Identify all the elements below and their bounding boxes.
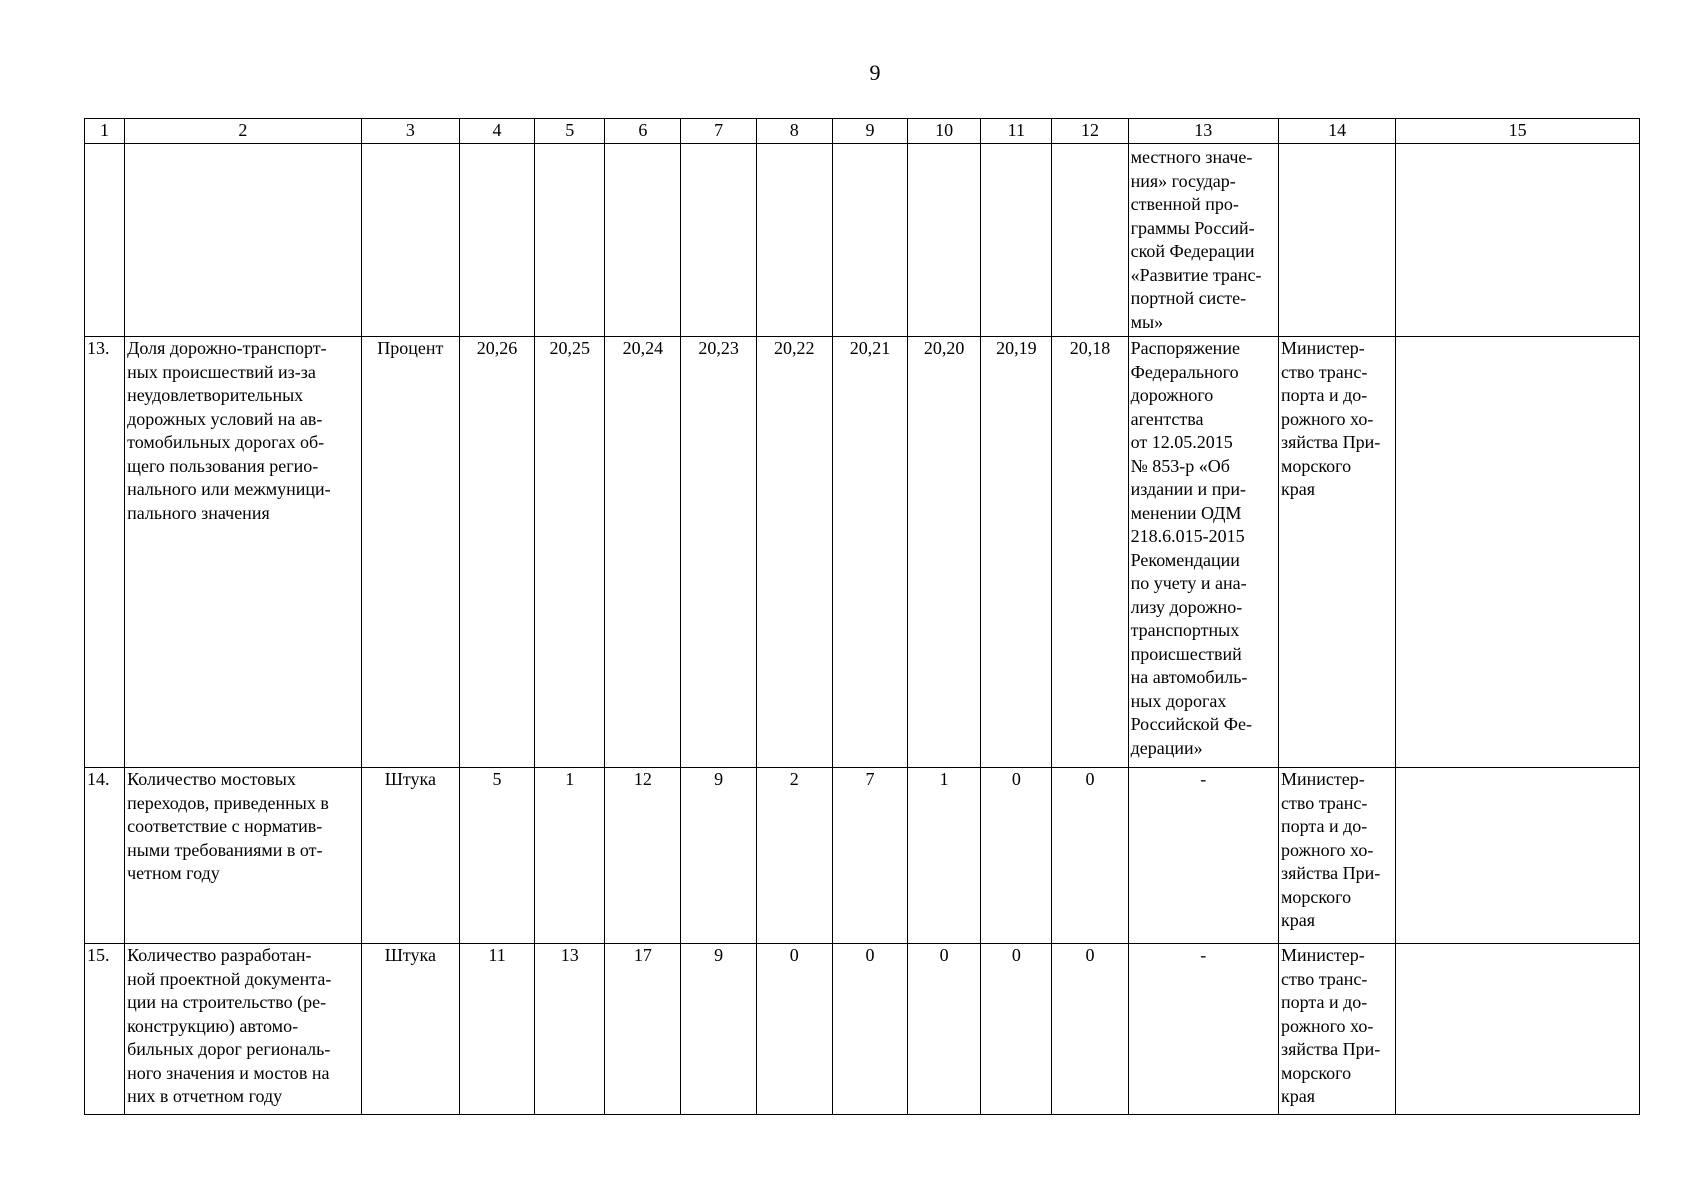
column-header: 11	[981, 119, 1052, 144]
cell-index	[85, 144, 125, 337]
cell-value: 2	[756, 768, 832, 944]
cell-value: 0	[981, 768, 1052, 944]
page-number: 9	[869, 60, 881, 85]
cell-value: 20,19	[981, 337, 1052, 768]
cell-name	[125, 144, 362, 337]
cell-responsible: Министер- ство транс- порта и до- рожного хо- зяйства При- морского края	[1278, 944, 1395, 1115]
cell-responsible	[1278, 144, 1395, 337]
cell-index: 15.	[85, 944, 125, 1115]
cell-basis: -	[1128, 768, 1278, 944]
cell-value: 20,18	[1052, 337, 1128, 768]
column-header: 4	[459, 119, 534, 144]
cell-value: 1	[908, 768, 981, 944]
column-header: 2	[125, 119, 362, 144]
column-header: 1	[85, 119, 125, 144]
cell-value: 20,25	[535, 337, 605, 768]
cell-value: 17	[605, 944, 681, 1115]
cell-value: 0	[1052, 768, 1128, 944]
cell-basis: -	[1128, 944, 1278, 1115]
cell-value: 20,26	[459, 337, 534, 768]
cell-value	[981, 144, 1052, 337]
table-row	[85, 944, 1640, 1115]
column-header: 14	[1278, 119, 1395, 144]
cell-name: Количество разработан- ной проектной документа- ции на строительство (ре- конструкцию) автомо- бильных дорог региональ- ного значения и мостов на них в отчетном году	[125, 944, 362, 1115]
cell-value: 0	[981, 944, 1052, 1115]
cell-index: 13.	[85, 337, 125, 768]
cell-value: 0	[756, 944, 832, 1115]
cell-basis: местного значе- ния» государ- ственной про- граммы Россий- ской Федерации «Развитие транс- портной систе- мы»	[1128, 144, 1278, 337]
column-header: 8	[756, 119, 832, 144]
cell-index: 14.	[85, 768, 125, 944]
column-header: 12	[1052, 119, 1128, 144]
cell-value: 9	[681, 768, 756, 944]
cell-note	[1396, 944, 1640, 1115]
cell-value	[681, 144, 756, 337]
column-header: 3	[361, 119, 459, 144]
cell-unit	[361, 144, 459, 337]
cell-value: 0	[832, 944, 907, 1115]
cell-value: 20,22	[756, 337, 832, 768]
table-row-continuation	[85, 144, 1640, 337]
cell-note	[1396, 144, 1640, 337]
cell-value	[605, 144, 681, 337]
cell-value: 0	[908, 944, 981, 1115]
cell-unit: Процент	[361, 337, 459, 768]
cell-value	[535, 144, 605, 337]
cell-name: Количество мостовых переходов, приведенных в соответствие с норматив- ными требованиями в от- четном году	[125, 768, 362, 944]
cell-value: 5	[459, 768, 534, 944]
column-header: 5	[535, 119, 605, 144]
cell-name: Доля дорожно-транспорт- ных происшествий из-за неудовлетворительных дорожных условий на ав- томобильных дорогах об- щего пользования регио- нального или межмуници- пального значения	[125, 337, 362, 768]
cell-value: 9	[681, 944, 756, 1115]
cell-value: 13	[535, 944, 605, 1115]
column-header: 15	[1396, 119, 1640, 144]
cell-value	[1052, 144, 1128, 337]
indicator-table	[84, 118, 1640, 1115]
cell-basis: Распоряжение Федерального дорожного агентства от 12.05.2015 № 853-р «Об издании и при- менении ОДМ 218.6.015-2015 Рекомендации по учету и ана- лизу дорожно- транспортных происшествий на автомобиль- ных дорогах Российской Фе- дерации»	[1128, 337, 1278, 768]
cell-value: 7	[832, 768, 907, 944]
cell-value: 20,24	[605, 337, 681, 768]
cell-value: 20,23	[681, 337, 756, 768]
cell-value	[459, 144, 534, 337]
cell-value	[908, 144, 981, 337]
column-header: 7	[681, 119, 756, 144]
cell-value: 11	[459, 944, 534, 1115]
cell-value: 1	[535, 768, 605, 944]
column-header: 6	[605, 119, 681, 144]
cell-responsible: Министер- ство транс- порта и до- рожного хо- зяйства При- морского края	[1278, 337, 1395, 768]
cell-note	[1396, 768, 1640, 944]
cell-note	[1396, 337, 1640, 768]
cell-unit: Штука	[361, 768, 459, 944]
cell-value	[832, 144, 907, 337]
cell-value: 20,21	[832, 337, 907, 768]
cell-value: 12	[605, 768, 681, 944]
table-row	[85, 337, 1640, 768]
column-header: 10	[908, 119, 981, 144]
cell-responsible: Министер- ство транс- порта и до- рожного хо- зяйства При- морского края	[1278, 768, 1395, 944]
cell-value: 0	[1052, 944, 1128, 1115]
cell-value	[756, 144, 832, 337]
cell-unit: Штука	[361, 944, 459, 1115]
table-header-row	[85, 119, 1640, 144]
column-header: 13	[1128, 119, 1278, 144]
cell-value: 20,20	[908, 337, 981, 768]
table-row	[85, 768, 1640, 944]
column-header: 9	[832, 119, 907, 144]
